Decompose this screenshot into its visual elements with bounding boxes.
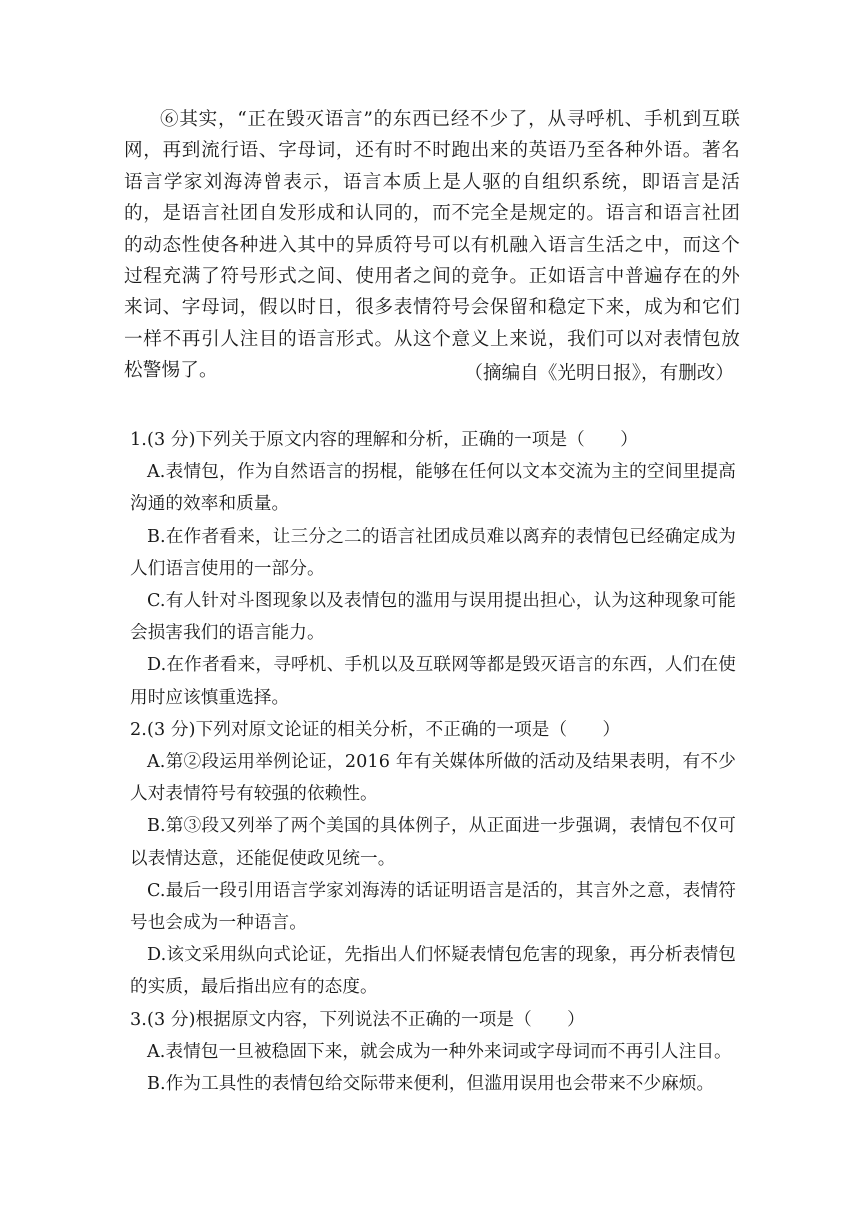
- option-a: A.表情包一旦被稳固下来，就会成为一种外来词或字母词而不再引人注目。: [147, 1041, 732, 1062]
- option-b: B.作为工具性的表情包给交际带来便利，但滥用误用也会带来不少麻烦。: [147, 1074, 715, 1095]
- question-stem: 3.(3 分)根据原文内容，下列说法不正确的一项是（ ）: [130, 1009, 585, 1030]
- option-b: B.在作者看来，让三分之二的语言社团成员难以离弃的表情包已经确定成为人们语言使用的一部分。: [130, 526, 736, 579]
- question-3: [130, 1004, 736, 1101]
- source-citation: （摘编自《光明日报》，有删改）: [464, 363, 734, 384]
- option-a: A.表情包，作为自然语言的拐棍，能够在任何以文本交流为主的空间里提高沟通的效率和质量。: [130, 462, 736, 515]
- option-c: C.最后一段引用语言学家刘海涛的话证明语言是活的，其言外之意，表情符号也会成为一种语言。: [130, 880, 736, 934]
- option-d: D.该文采用纵向式论证，先指出人们怀疑表情包危害的现象，再分析表情包的实质，最后指出应有的态度。: [130, 945, 736, 998]
- question-2: [130, 714, 736, 1004]
- option-b: B.第③段又列举了两个美国的具体例子，从正面进一步强调，表情包不仅可以表情达意，还能促使政见统一。: [130, 816, 736, 869]
- option-c: C.有人针对斗图现象以及表情包的滥用与误用提出担心，认为这种现象可能会损害我们的语言能力。: [130, 591, 736, 644]
- question-1: [130, 424, 736, 714]
- passage-paragraph-6: ⑥其实，“正在毁灭语言”的东西已经不少了，从寻呼机、手机到互联网，再到流行语、字母词，还有时不时跑出来的英语乃至各种外语。著名语言学家刘海涛曾表示，语言本质上是人驱的自组织系统，即语言是活的，是语言社团自发形成和认同的，而不完全是规定的。语言和语言社团的动态性使各种进入其中的异质符号可以有机融入语言生活之中，而这个过程充满了符号形式之间、使用者之间的竞争。正如语言中普遍存在的外来词、字母词，假以时日，很多表情符号会保留和稳定下来，成为和它们一样不再引人注目的语言形式。从这个意义上来说，我们可以对表情包放松警惕了。: [124, 109, 740, 382]
- option-a: A.第②段运用举例论证，2016 年有关媒体所做的活动及结果表明，有不少人对表情符号有较强的依赖性。: [130, 752, 736, 805]
- option-d: D.在作者看来，寻呼机、手机以及互联网等都是毁灭语言的东西，人们在使用时应该慎重选择。: [130, 655, 736, 708]
- questions-section: [130, 424, 736, 1100]
- question-stem: 1.(3 分)下列关于原文内容的理解和分析，正确的一项是（ ）: [130, 430, 638, 450]
- question-stem: 2.(3 分)下列对原文论证的相关分析，不正确的一项是（ ）: [130, 719, 621, 740]
